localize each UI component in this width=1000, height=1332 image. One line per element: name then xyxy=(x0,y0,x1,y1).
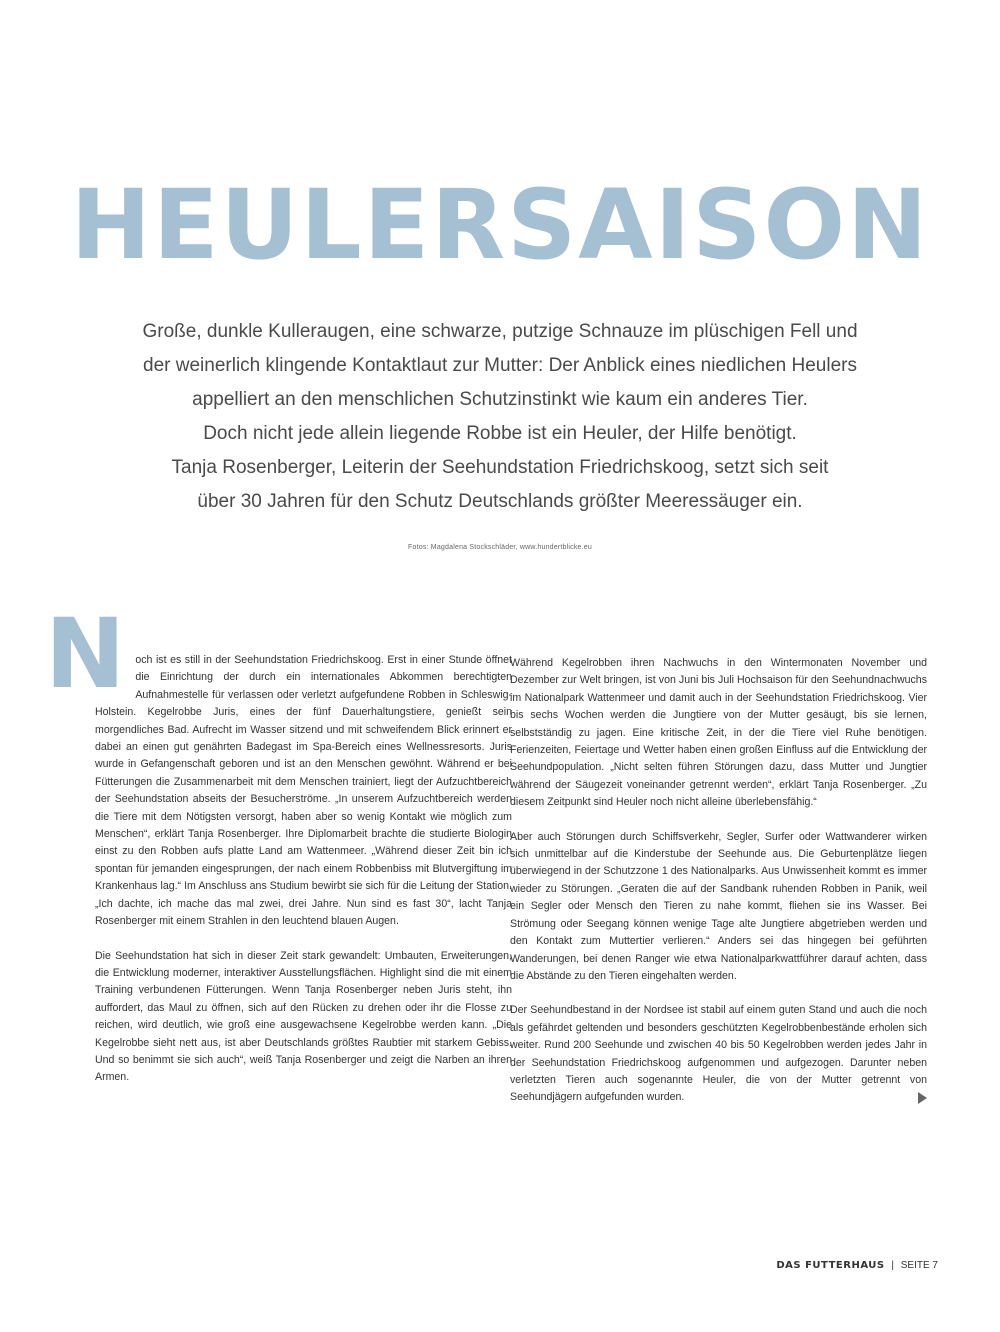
article-paragraph: Die Seehundstation hat sich in dieser Zeit stark gewandelt: Umbauten, Erweiterungen, die Entwicklung moderner, interaktiver Ausstellungsflächen. Highlight sind die mit einem Training verbundenen Fütterungen. Wenn Tanja Rosenberger neben Juris steht, ihn auffordert, das Maul zu öffnen, sich auf den Rücken zu drehen oder ihr die Flosse zu reichen, wird deutlich, wie groß eine ausgewachsene Kegelrobbe werden kann. „Die Kegelrobbe sieht nett aus, ist aber Deutschlands größtes Raubtier mit starkem Gebiss. Und so benimmt sie sich auch“, weiß Tanja Rosenberger und zeigt die Narben an ihren Armen. xyxy=(95,949,512,1084)
article-paragraph xyxy=(45,598,512,931)
paragraph-text: Der Seehundbestand in der Nordsee ist stabil auf einem guten Stand und auch die noch als gefährdet geltenden und besonders geschützten Kegelrobbenbestände erholen sich weiter. Rund 200 Seehunde und zwischen 40 bis 50 Kegelrobben werden jedes Jahr in der Seehundstation Friedrichskoog aufgenommen und aufgezogen. Darunter neben verletzten Tieren auch sogenannte Heuler, die von der Mutter getrennt von Seehundjägern aufgefunden wurden. xyxy=(510,1004,927,1104)
article-paragraph: Während Kegelrobben ihren Nachwuchs in den Wintermonaten November und Dezember zur Welt bringen, ist von Juni bis Juli Hochsaison für den Seehundnachwuchs im Nationalpark Wattenmeer und damit auch in der Seehundstation Friedrichskoog. Vier bis sechs Wochen werden die Jungtiere von der Mutter gesäugt, bis sie lernen, selbstständig zu jagen. Eine kritische Zeit, in der die Tiere viel Ruhe benötigen. Ferienzeiten, Feiertage und Wetter haben einen großen Einfluss auf die Entwicklung der Seehundpopulation. „Nicht selten führen Störungen dazu, dass Mutter und Jungtier während der Säugezeit voneinander getrennt werden“, erklärt Tanja Rosenberger. „Zu diesem Zeitpunkt sind Heuler noch nicht alleine überlebensfähig.“ xyxy=(510,657,927,809)
page-number: SEITE 7 xyxy=(900,1260,938,1271)
continue-arrow-icon xyxy=(918,1092,927,1104)
drop-cap: N xyxy=(45,598,126,710)
footer-separator: | xyxy=(891,1260,894,1271)
footer-brand: DAS FUTTERHAUS xyxy=(776,1260,885,1271)
intro-line: der weinerlich klingende Kontaktlaut zur Mutter: Der Anblick eines niedlichen Heulers xyxy=(143,355,857,376)
intro-line: Große, dunkle Kulleraugen, eine schwarze, putzige Schnauze im plüschigen Fell und xyxy=(142,321,858,342)
article-paragraph: Aber auch Störungen durch Schiffsverkehr, Segler, Surfer oder Wattwanderer wirken sich unmittelbar auf die Kinderstube der Seehunde aus. Die Geburtenplätze liegen überwiegend in der Schutzzone 1 des Nationalparks. Aus Unwissenheit kommt es immer wieder zu Störungen. „Geraten die auf der Sandbank ruhenden Robben in Panik, weil ein Segler oder Mensch den Tieren zu nahe kommt, fliehen sie ins Wasser. Bei Strömung oder Seegang können wenige Tage alte Jungtiere abgetrieben werden und den Kontakt zum Muttertier verlieren.“ Anders sei das hingegen bei geführten Wanderungen, bei denen Ranger wie etwa Nationalparkwattführer darauf achten, dass die Abstände zu den Tieren eingehalten werden. xyxy=(510,830,927,982)
article-column-left xyxy=(45,598,512,1104)
page-title: HEULERSAISON xyxy=(70,169,930,281)
article-paragraph xyxy=(510,1002,927,1106)
page-footer xyxy=(776,1260,938,1271)
intro-line: appelliert an den menschlichen Schutzinstinkt wie kaum ein anderes Tier. xyxy=(192,389,808,410)
intro-line: Tanja Rosenberger, Leiterin der Seehundstation Friedrichskoog, setzt sich seit xyxy=(171,457,829,478)
intro-line: Doch nicht jede allein liegende Robbe ist ein Heuler, der Hilfe benötigt. xyxy=(203,423,797,444)
intro-text xyxy=(110,315,890,519)
paragraph-text: och ist es still in der Seehundstation Friedrichskoog. Erst in einer Stunde öffnet die Einrichtung der durch ein internationales Abkommen berechtigten Aufnahmestelle für verlassen oder verletzt aufgefundene Robben in Schleswig-Holstein. Kegelrobbe Juris, eines der fünf Dauerhaltungstiere, genießt sein morgendliches Bad. Aufrecht im Wasser sitzend und mit schweifendem Blick erinnert er dabei an einen gut genährten Badegast im Spa-Bereich eines Wellnessresorts. Juris wurde in Gefangenschaft geboren und ist an den Menschen gewöhnt. Während er bei Fütterungen die Zusammenarbeit mit dem Menschen trainiert, liegt der Aufzuchtbereich der Seehundstation abseits der Besucherströme. „In unserem Aufzuchtbereich werden die Tiere mit dem Nötigsten versorgt, haben aber so wenig Kontakt wie möglich zum Menschen“, erklärt Tanja Rosenberger. Ihre Diplomarbeit brachte die studierte Biologin einst zu den Robben aufs platte Land am Wattenmeer. „Während dieser Zeit bin ich spontan für jemanden eingesprungen, der nach einem Robbenbiss mit Blutvergiftung im Krankenhaus lag.“ Im Anschluss ans Studium bewirbt sie sich für die Leitung der Station. „Ich dachte, ich mache das mal zwei, drei Jahre. Nun sind es fast 30“, lacht Tanja Rosenberger mit einem Strahlen in den leuchtend blauen Augen. xyxy=(95,654,512,928)
article-column-right xyxy=(510,655,927,1124)
intro-line: über 30 Jahren für den Schutz Deutschlands größter Meeressäuger ein. xyxy=(197,491,803,512)
photo-credit: Fotos: Magdalena Stockschläder, www.hundertblicke.eu xyxy=(408,544,592,551)
